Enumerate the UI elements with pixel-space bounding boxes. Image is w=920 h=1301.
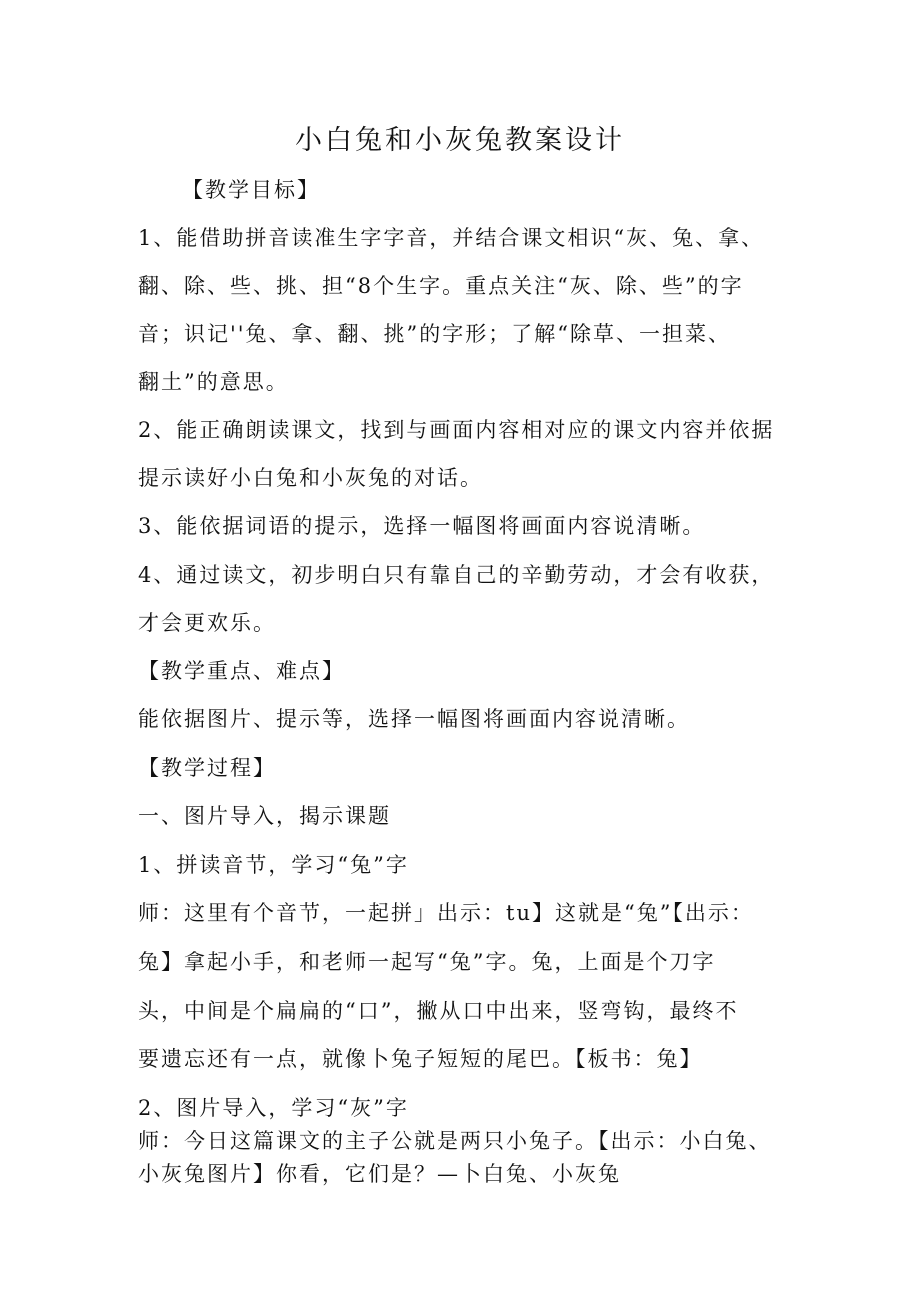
text-line: 能依据图片、提示等，选择一幅图将画面内容说清晰。 xyxy=(138,707,690,731)
text-line: 翻土”的意思。 xyxy=(138,370,289,394)
text-line: 音；识记''兔、拿、翻、挑”的字形；了解“除草、一担菜、 xyxy=(138,322,732,346)
text-line: 2、能正确朗读课文，找到与画面内容相对应的课文内容并依据 xyxy=(138,418,775,442)
text-line: 3、能依据词语的提示，选择一幅图将画面内容说清晰。 xyxy=(138,514,706,538)
text-line: 师：今日这篇课文的主子公就是两只小兔子。【出示：小白兔、 xyxy=(138,1129,772,1153)
section-heading-key-points: 【教学重点、难点】 xyxy=(138,659,345,683)
document-title: 小白兔和小灰兔教案设计 xyxy=(295,125,625,156)
text-line: 1、能借助拼音读准生字字音，并结合课文相识“灰、兔、拿、 xyxy=(138,226,765,250)
text-line: 1、拼读音节，学习“兔”字 xyxy=(138,853,409,877)
text-line: 一、图片导入，揭示课题 xyxy=(138,804,391,828)
text-line: 小灰兔图片】你看，它们是？—卜白兔、小灰兔 xyxy=(138,1162,621,1186)
text-line: 头，中间是个扁扁的“口”，撇从口中出来，竖弯钩，最终不 xyxy=(138,999,739,1023)
section-heading-objectives: 【教学目标】 xyxy=(182,178,320,202)
text-line: 兔】拿起小手，和老师一起写“兔”字。兔，上面是个刀字 xyxy=(138,950,716,974)
text-line: 师：这里有个音节，一起拼」出示：tu】这就是“兔”【出示： xyxy=(138,901,754,925)
text-line: 才会更欢乐。 xyxy=(138,611,276,635)
text-line: 翻、除、些、挑、担“8个生字。重点关注“灰、除、些”的字 xyxy=(138,274,744,298)
text-line: 提示读好小白兔和小灰兔的对话。 xyxy=(138,466,483,490)
text-line: 2、图片导入，学习“灰”字 xyxy=(138,1096,409,1120)
text-line: 4、通过读文，初步明白只有靠自己的辛勤劳动，才会有收获， xyxy=(138,563,775,587)
text-line: 要遗忘还有一点，就像卜兔子短短的尾巴。【板书：兔】 xyxy=(138,1047,703,1071)
section-heading-process: 【教学过程】 xyxy=(138,756,276,780)
